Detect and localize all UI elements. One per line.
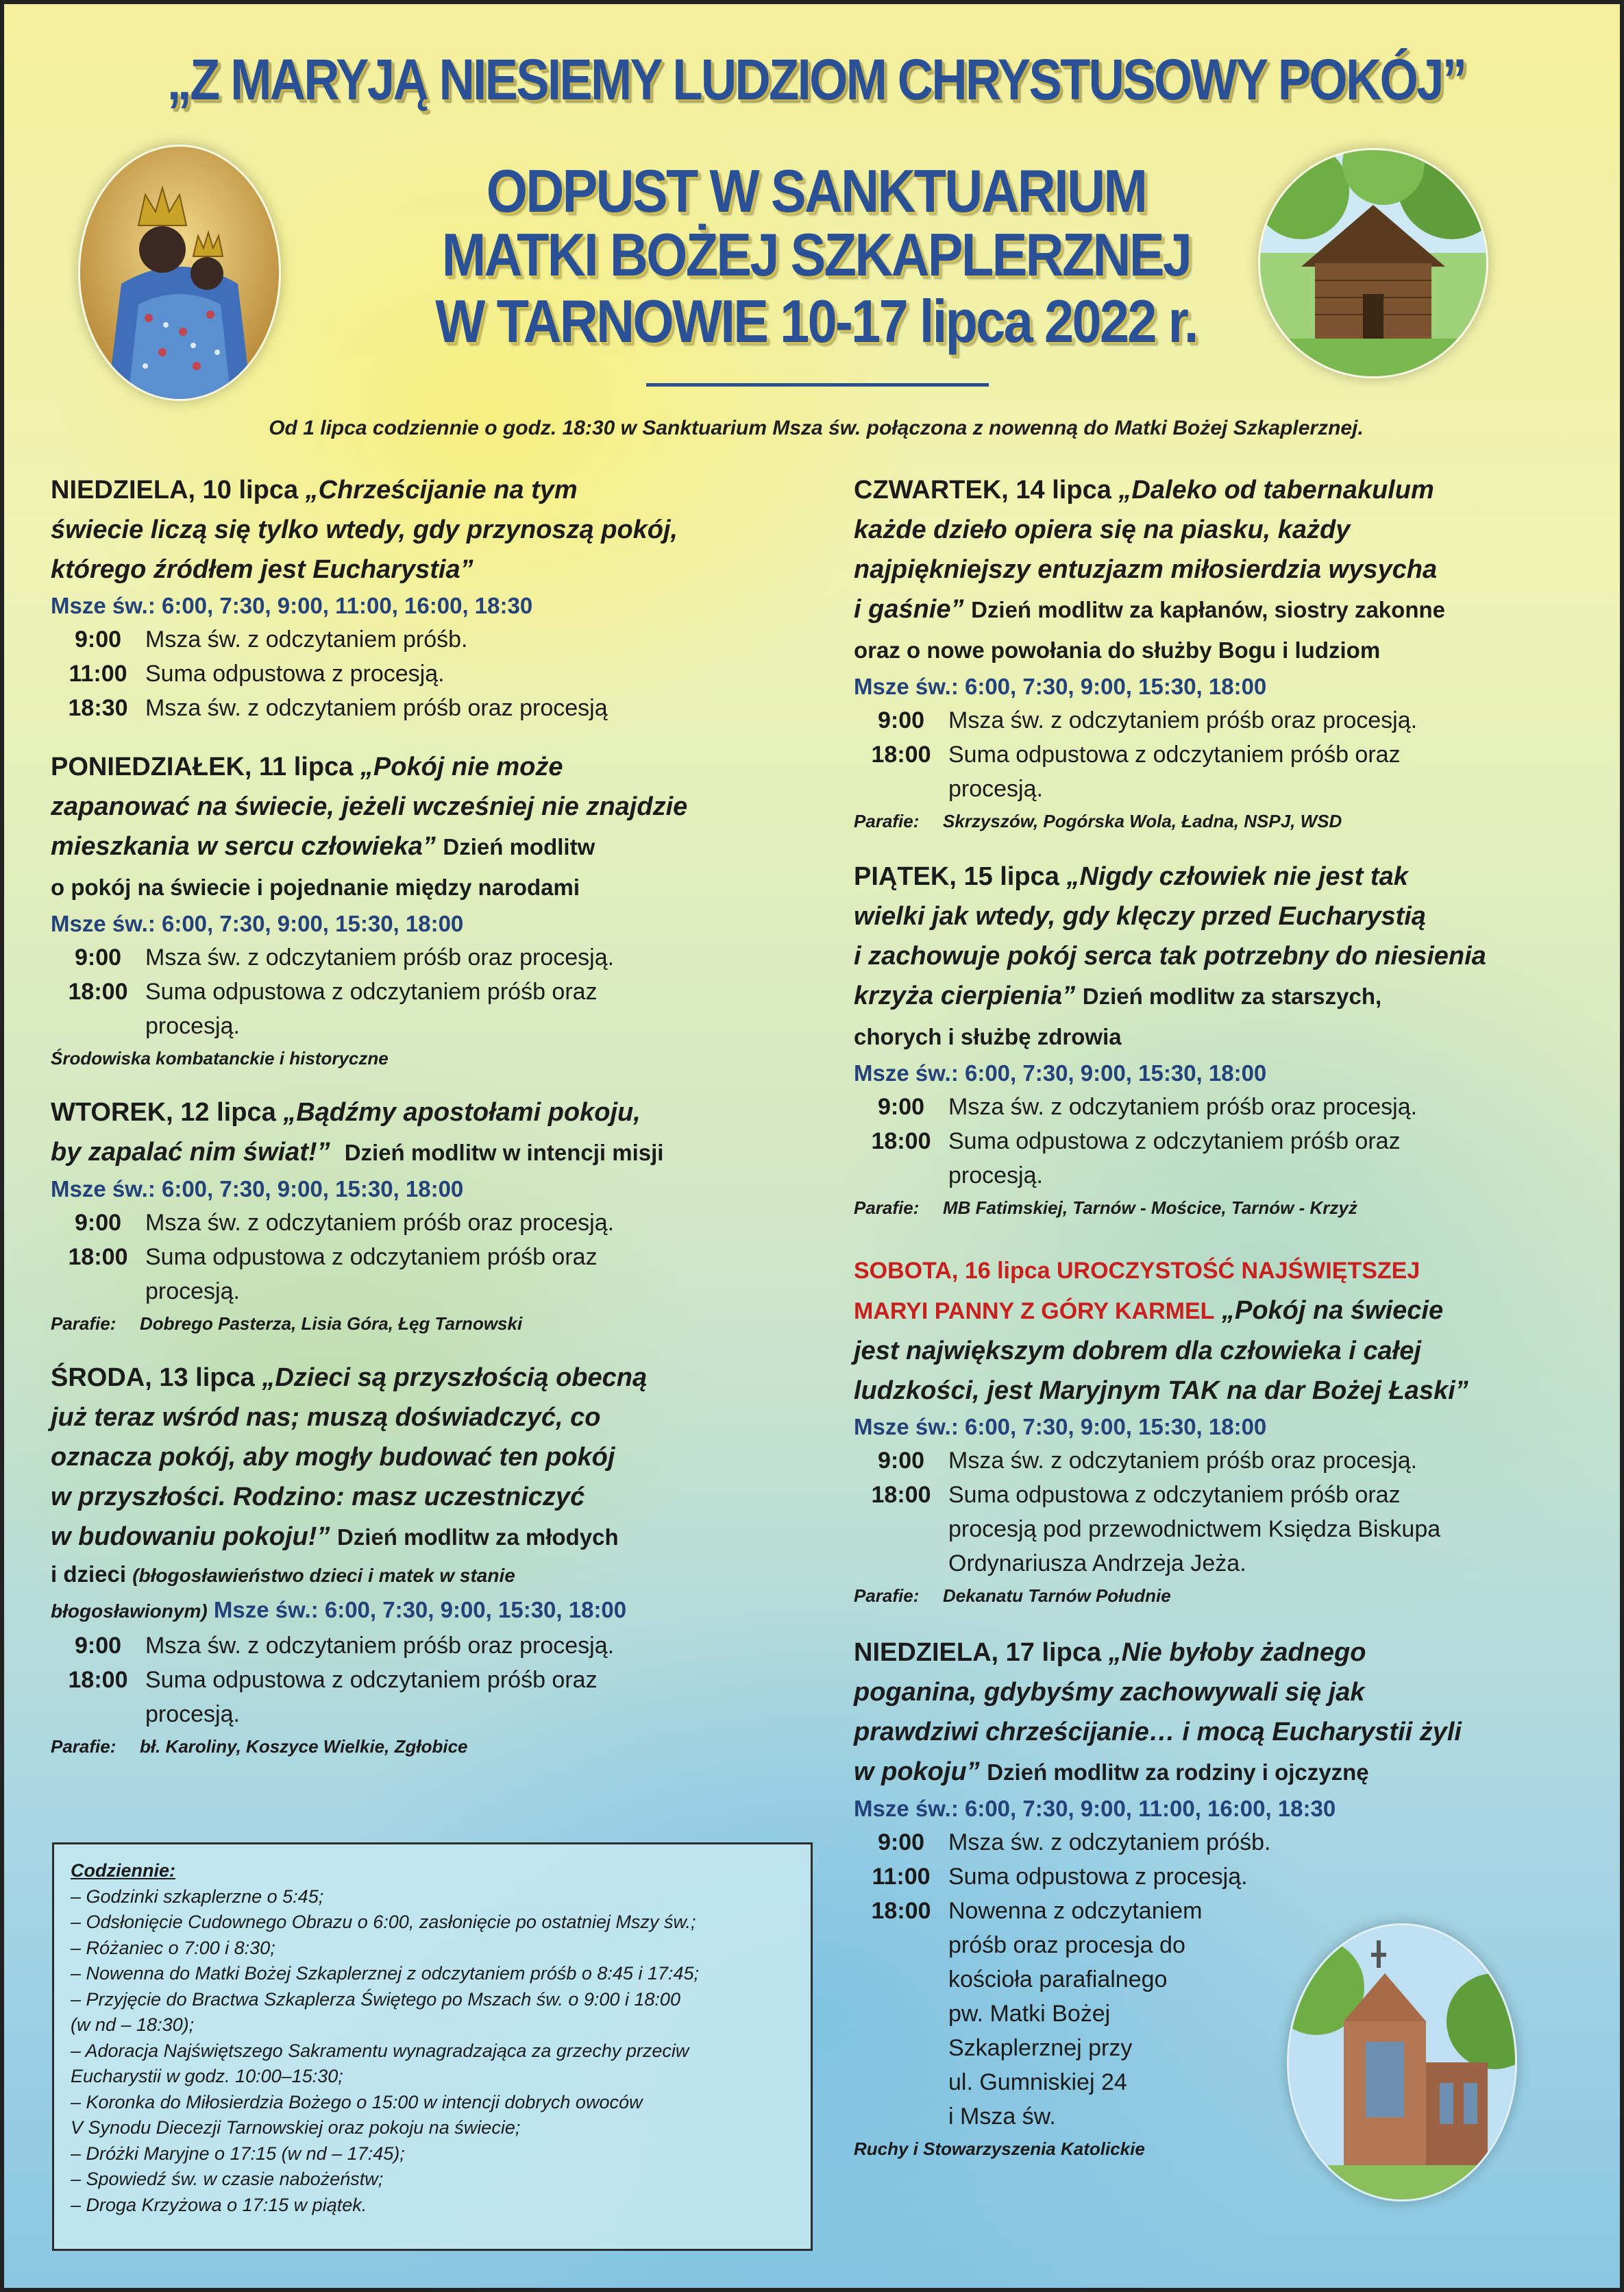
headline-line-3: W TARNOWIE 10-17 lipca 2022 r. <box>435 287 1197 355</box>
day-wtorek-12 <box>51 1093 825 1339</box>
schedule-row: 9:00 Msza św. z odczytaniem próśb oraz procesją. <box>74 1633 615 1659</box>
day-heading: NIEDZIELA, 10 lipca „Chrześcijanie na tym świecie liczą się tylko wtedy, gdy przynoszą pokój, którego źródłem jest Eucharystia” <box>51 476 678 584</box>
masses: Msze św.: 6:00, 7:30, 9:00, 15:30, 18:00 <box>854 1060 1267 1086</box>
schedule-row: 9:00 Msza św. z odczytaniem próśb. <box>74 626 468 653</box>
daily-item: (w nd – 18:30); <box>71 2014 195 2035</box>
day-heading: PIĄTEK, 15 lipca „Nigdy człowiek nie jest tak wielki jak wtedy, gdy klęczy przed Eucharystią i zachowuje pokój serca tak potrzebny do niesienia krzyża cierpienia” Dzień modlitw za starszych, chorych i służbę zdrowia <box>854 862 1486 1049</box>
day-heading: NIEDZIELA, 17 lipca „Nie byłoby żadnego poganina, gdybyśmy zachowywali się jak prawdziwi chrześcijanie… i mocą Eucharystii żyli w pokoju” Dzień modlitw za rodziny i ojczyznę <box>854 1638 1462 1786</box>
day-czwartek-14 <box>854 470 1601 836</box>
schedule-row: 18:00 Suma odpustowa z odczytaniem próśb oraz procesją. <box>68 1244 598 1304</box>
intro-text: Od 1 lipca codziennie o godz. 18:30 w Sanktuarium Msza św. połączona z nowenną do Matki Bożej Szkaplerznej. <box>269 417 1364 439</box>
wooden-church-image <box>1258 148 1488 378</box>
masses: Msze św.: 6:00, 7:30, 9:00, 11:00, 16:00, 18:30 <box>51 593 533 618</box>
wooden-church-icon <box>1260 150 1486 376</box>
schedule-row: 18:00 Suma odpustowa z odczytaniem próśb oraz procesją. <box>68 979 598 1039</box>
schedule-row: 18:00 Suma odpustowa z odczytaniem próśb oraz procesją. <box>871 1128 1401 1188</box>
daily-item: V Synodu Diecezji Tarnowskiej oraz pokoju na świecie; <box>71 2117 521 2138</box>
headline-line-2: MATKI BOŻEJ SZKAPLERZNEJ <box>441 221 1191 289</box>
parish-note: Parafie: Dobrego Pasterza, Lisia Góra, Łęg Tarnowski <box>51 1313 523 1334</box>
day-heading: PONIEDZIAŁEK, 11 lipca „Pokój nie może zapanować na świecie, jeżeli wcześniej nie znajdzie mieszkania w sercu człowieka” Dzień modlitw o pokój na świecie i pojednanie między narodami <box>51 753 688 900</box>
day-heading: WTOREK, 12 lipca „Bądźmy apostołami pokoju, by zapalać nim świat!” Dzień modlitw w intencji misji <box>51 1098 664 1167</box>
schedule-row: 18:00 Suma odpustowa z odczytaniem próśb oraz procesją pod przewodnictwem Księdza Biskupa Ordynariusza Andrzeja Jeża. <box>871 1482 1441 1576</box>
masses: Msze św.: 6:00, 7:30, 9:00, 15:30, 18:00 <box>854 674 1267 699</box>
day-sroda-13 <box>51 1358 825 1761</box>
schedule-row: 9:00 Msza św. z odczytaniem próśb oraz procesją. <box>74 944 615 971</box>
masses: Msze św.: 6:00, 7:30, 9:00, 15:30, 18:00 <box>854 1414 1267 1439</box>
right-column <box>854 470 1601 2164</box>
daily-item: – Nowenna do Matki Bożej Szkaplerznej z odczytaniem próśb o 8:45 i 17:45; <box>71 1963 700 1984</box>
daily-item: – Różaniec o 7:00 i 8:30; <box>71 1937 275 1958</box>
parish-note: Parafie: Dekanatu Tarnów Południe <box>854 1585 1171 1606</box>
daily-schedule-box <box>52 1842 813 2251</box>
daily-title: Codziennie: <box>71 1860 175 1881</box>
schedule-row: 11:00 Suma odpustowa z procesją. <box>69 661 445 687</box>
daily-item: – Koronka do Miłosierdzia Bożego o 15:00 w intencji dobrych owoców <box>71 2091 643 2112</box>
daily-item: – Adoracja Najświętszego Sakramentu wynagradzająca za grzechy przeciw <box>71 2040 689 2061</box>
day-niedziela-10 <box>51 470 825 725</box>
schedule-row: 9:00 Msza św. z odczytaniem próśb oraz procesją. <box>877 707 1418 733</box>
parish-note: Ruchy i Stowarzyszenia Katolickie <box>854 2138 1145 2159</box>
day-piatek-15 <box>854 857 1601 1223</box>
schedule-row: 18:00 Suma odpustowa z odczytaniem próśb oraz procesją. <box>68 1667 598 1727</box>
parish-note: Środowiska kombatanckie i historyczne <box>51 1048 389 1069</box>
motto: „Z MARYJĄ NIESIEMY LUDZIOM CHRYSTUSOWY POKÓJ” <box>167 47 1466 112</box>
daily-item: – Spowiedź św. w czasie nabożeństw; <box>71 2169 384 2189</box>
schedule-row: 9:00 Msza św. z odczytaniem próśb oraz procesją. <box>74 1210 615 1236</box>
schedule-row: 11:00 Suma odpustowa z procesją. <box>872 1864 1248 1890</box>
parish-note: Parafie: MB Fatimskiej, Tarnów - Mościce, Tarnów - Krzyż <box>854 1197 1357 1218</box>
masses: Msze św.: 6:00, 7:30, 9:00, 15:30, 18:00 <box>51 911 464 936</box>
schedule-row: 18:30 Msza św. z odczytaniem próśb oraz procesją <box>68 695 608 721</box>
daily-item: – Godzinki szkaplerzne o 5:45; <box>71 1886 324 1907</box>
day-heading: CZWARTEK, 14 lipca „Daleko od tabernakulum każde dzieło opiera się na piasku, każdy najpiękniejszy entuzjazm miłosierdzia wysycha i gaśnie” Dzień modlitw za kapłanów, siostry zakonne oraz o nowe powołania do służby Bogu i ludziom <box>854 476 1445 663</box>
daily-item: – Dróżki Maryjne o 17:15 (w nd – 17:45); <box>71 2143 405 2164</box>
madonna-icon-image <box>78 145 281 401</box>
daily-item: – Odsłonięcie Cudownego Obrazu o 6:00, zasłonięcie po ostatniej Mszy św.; <box>71 1912 696 1932</box>
headline-line-1: ODPUST W SANKTUARIUM <box>486 157 1146 225</box>
daily-item: Eucharystii w godz. 10:00–15:30; <box>71 2066 343 2086</box>
daily-item: – Przyjęcie do Bractwa Szkaplerza Świętego po Mszach św. o 9:00 i 18:00 <box>71 1988 680 2010</box>
masses: Msze św.: 6:00, 7:30, 9:00, 15:30, 18:00 <box>51 1176 464 1202</box>
left-column <box>51 470 825 1761</box>
schedule-row: 9:00 Msza św. z odczytaniem próśb oraz procesją. <box>877 1094 1418 1120</box>
parish-note: Parafie: Skrzyszów, Pogórska Wola, Ładna, NSPJ, WSD <box>854 811 1342 831</box>
schedule-row: 18:00 Suma odpustowa z odczytaniem próśb oraz procesją. <box>871 742 1401 802</box>
divider <box>646 383 989 387</box>
daily-item: – Droga Krzyżowa o 17:15 w piątek. <box>71 2194 367 2215</box>
masses: Msze św.: 6:00, 7:30, 9:00, 11:00, 16:00, 18:30 <box>854 1796 1336 1821</box>
madonna-icon <box>80 147 279 399</box>
schedule-row: 18:00 Nowenna z odczytaniem próśb oraz procesja do kościoła parafialnego pw. Matki Bożej Szkaplerznej przy ul. Gumniskiej 24 i Msza św. <box>871 1898 1203 2130</box>
brick-church-icon <box>1289 1925 1515 2199</box>
day-poniedzialek-11 <box>51 747 825 1073</box>
schedule-row: 9:00 Msza św. z odczytaniem próśb oraz procesją. <box>877 1448 1418 1474</box>
day-heading: ŚRODA, 13 lipca „Dzieci są przyszłością obecną już teraz wśród nas; muszą doświadczyć, co oznacza pokój, aby mogły budować ten pokój w przyszłości. Rodzino: masz uczestniczyć w budowaniu pokoju!” Dzień modlitw za młodych <box>51 1363 648 1551</box>
day-sobota-16 <box>854 1250 1601 1611</box>
day-heading: SOBOTA, 16 lipca UROCZYSTOŚĆ NAJŚWIĘTSZEJ MARYI PANNY Z GÓRY KARMEL „Pokój na świecie jest największym dobrem dla człowieka i całej ludzkości, jest Maryjnym TAK na dar Bożej Łaski” <box>854 1258 1468 1405</box>
intent-line: i dzieci (błogosławieństwo dzieci i matek w stanie błogosławionym) Msze św.: 6:00, 7:30, 9:00, 15:30, 18:00 <box>51 1561 627 1622</box>
brick-church-image <box>1287 1923 1517 2202</box>
parish-note: Parafie: bł. Karoliny, Koszyce Wielkie, Zgłobice <box>51 1736 468 1757</box>
schedule-row: 9:00 Msza św. z odczytaniem próśb. <box>877 1829 1271 1855</box>
